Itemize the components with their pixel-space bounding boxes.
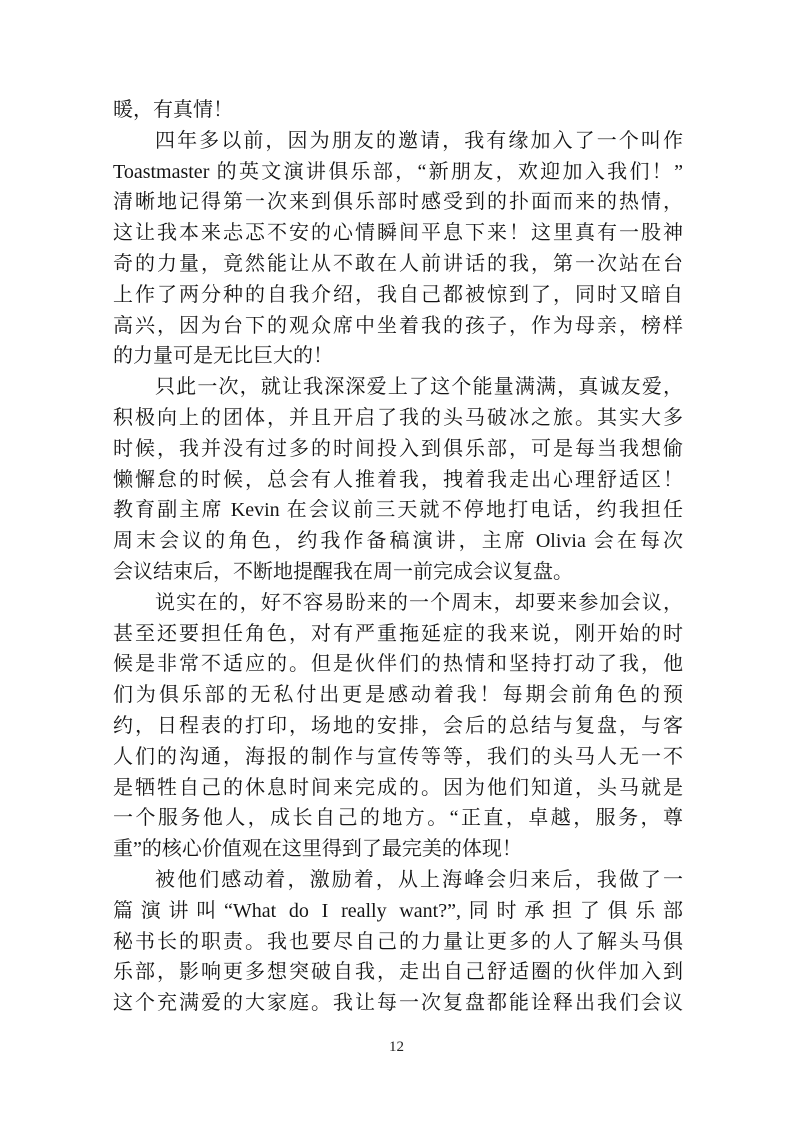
text-line: 会议结束后，不断地提醒我在周一前完成会议复盘。 bbox=[113, 560, 573, 583]
text-line: 周末会议的角色，约我作备稿演讲，主席 Olivia 会在每次 bbox=[113, 530, 683, 553]
text-line: 是牺牲自己的休息时间来完成的。因为他们知道，头马就是 bbox=[113, 776, 683, 799]
page-number: 12 bbox=[389, 1039, 404, 1055]
text-line: 甚至还要担任角色，对有严重拖延症的我来说，刚开始的时 bbox=[113, 622, 683, 645]
text-line: 奇的力量，竟然能让从不敢在人前讲话的我，第一次站在台 bbox=[113, 252, 683, 275]
text-line: 说实在的，好不容易盼来的一个周末，却要来参加会议， bbox=[155, 591, 683, 614]
text-line: 约，日程表的打印，场地的安排，会后的总结与复盘，与客 bbox=[113, 714, 683, 737]
text-line: 这让我本来忐忑不安的心情瞬间平息下来！这里真有一股神 bbox=[113, 222, 683, 245]
text-line: 被他们感动着，激励着，从上海峰会归来后，我做了一 bbox=[155, 868, 683, 891]
text-line: 教育副主席 Kevin 在会议前三天就不停地打电话，约我担任 bbox=[113, 499, 683, 522]
text-line: 四年多以前，因为朋友的邀请，我有缘加入了一个叫作 bbox=[155, 129, 683, 152]
text-line: 暖，有真情！ bbox=[113, 99, 233, 121]
text-line: 篇演讲叫“What do I really want?”,同时承担了俱乐部 bbox=[113, 899, 683, 922]
text-line: 只此一次，就让我深深爱上了这个能量满满，真诚友爱， bbox=[155, 376, 683, 399]
text-line: 时候，我并没有过多的时间投入到俱乐部，可是每当我想偷 bbox=[113, 437, 683, 460]
text-line: 秘书长的职责。我也要尽自己的力量让更多的人了解头马俱 bbox=[113, 930, 683, 953]
text-line: Toastmaster 的英文演讲俱乐部，“新朋友，欢迎加入我们！” bbox=[113, 160, 683, 183]
text-line: 候是非常不适应的。但是伙伴们的热情和坚持打动了我，他 bbox=[113, 653, 683, 676]
page-text bbox=[113, 95, 683, 1019]
text-line: 高兴，因为台下的观众席中坐着我的孩子，作为母亲，榜样 bbox=[113, 314, 683, 337]
text-line: 积极向上的团体，并且开启了我的头马破冰之旅。其实大多 bbox=[113, 406, 683, 429]
text-line: 清晰地记得第一次来到俱乐部时感受到的扑面而来的热情， bbox=[113, 191, 683, 214]
text-line: 乐部，影响更多想突破自我，走出自己舒适圈的伙伴加入到 bbox=[113, 961, 683, 984]
text-line: 们为俱乐部的无私付出更是感动着我！每期会前角色的预 bbox=[113, 684, 683, 707]
text-line: 人们的沟通，海报的制作与宣传等等，我们的头马人无一不 bbox=[113, 745, 683, 768]
text-line: 上作了两分种的自我介绍，我自己都被惊到了，同时又暗自 bbox=[113, 283, 683, 306]
text-line: 这个充满爱的大家庭。我让每一次复盘都能诠释出我们会议 bbox=[113, 992, 683, 1015]
text-line: 一个服务他人，成长自己的地方。“正直，卓越，服务，尊 bbox=[113, 807, 683, 830]
text-line: 重”的核心价值观在这里得到了最完美的体现！ bbox=[113, 838, 522, 861]
text-line: 懒懈怠的时候，总会有人推着我，拽着我走出心理舒适区！ bbox=[113, 468, 683, 491]
text-line: 的力量可是无比巨大的！ bbox=[113, 345, 333, 368]
